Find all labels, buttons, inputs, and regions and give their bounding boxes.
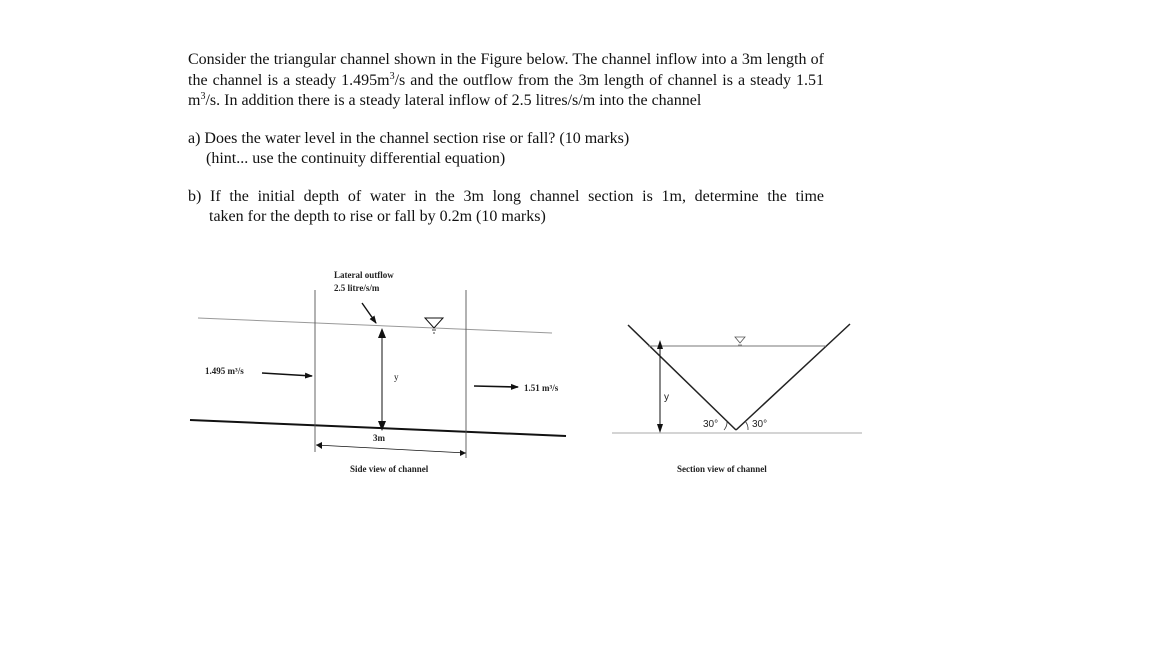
section-view-caption: Section view of channel [677, 464, 767, 474]
inflow-label: 1.495 m³/s [205, 366, 244, 376]
length-dimension-line [316, 445, 466, 453]
water-level-symbol-icon [425, 318, 443, 333]
water-surface-line [198, 318, 552, 333]
intro-text-2: /s and the outflow from the 3m length of channel is a steady 1.51 m [188, 71, 825, 109]
outflow-arrow [474, 386, 518, 387]
depth-label: y [394, 372, 399, 382]
angle-right-label: 30° [752, 419, 768, 430]
channel-left-bank [628, 325, 736, 430]
section-water-level-symbol-icon [735, 337, 745, 345]
side-view-caption: Side view of channel [350, 464, 429, 474]
angle-arc-right [745, 421, 748, 430]
lateral-flow-rate-label: 2.5 litre/s/m [334, 283, 380, 293]
lateral-flow-arrow [362, 303, 376, 323]
intro-superscript-1: 3 [389, 70, 395, 82]
question-b-line-2: taken for the depth to rise or fall by 0.2m (10 marks) [209, 208, 546, 225]
question-a-line-1: a) Does the water level in the channel section rise or fall? (10 marks) [188, 129, 630, 147]
side-view-diagram [190, 270, 566, 474]
question-a-hint: (hint... use the continuity differential equation) [206, 150, 506, 167]
inflow-arrow [262, 373, 312, 376]
lateral-flow-label: Lateral outflow [334, 270, 394, 280]
length-label: 3m [373, 433, 385, 443]
channel-right-bank [736, 324, 850, 430]
angle-arc-left [724, 421, 727, 430]
question-b-line-1: b) If the initial depth of water in the 3m long channel section is 1m, determine the time [188, 187, 824, 205]
outflow-label: 1.51 m³/s [524, 383, 559, 393]
intro-text-1: Consider the triangular channel shown in the Figure below. The channel inflow into a 3m length of the channel is a steady 1.495m [188, 51, 824, 89]
section-view-diagram [612, 324, 862, 474]
section-depth-label: y [664, 392, 669, 403]
intro-superscript-2: 3 [200, 91, 206, 102]
intro-text-3: /s. In addition there is a steady lateral inflow of 2.5 litres/s/m into the channel [205, 92, 702, 109]
angle-left-label: 30° [703, 419, 719, 430]
